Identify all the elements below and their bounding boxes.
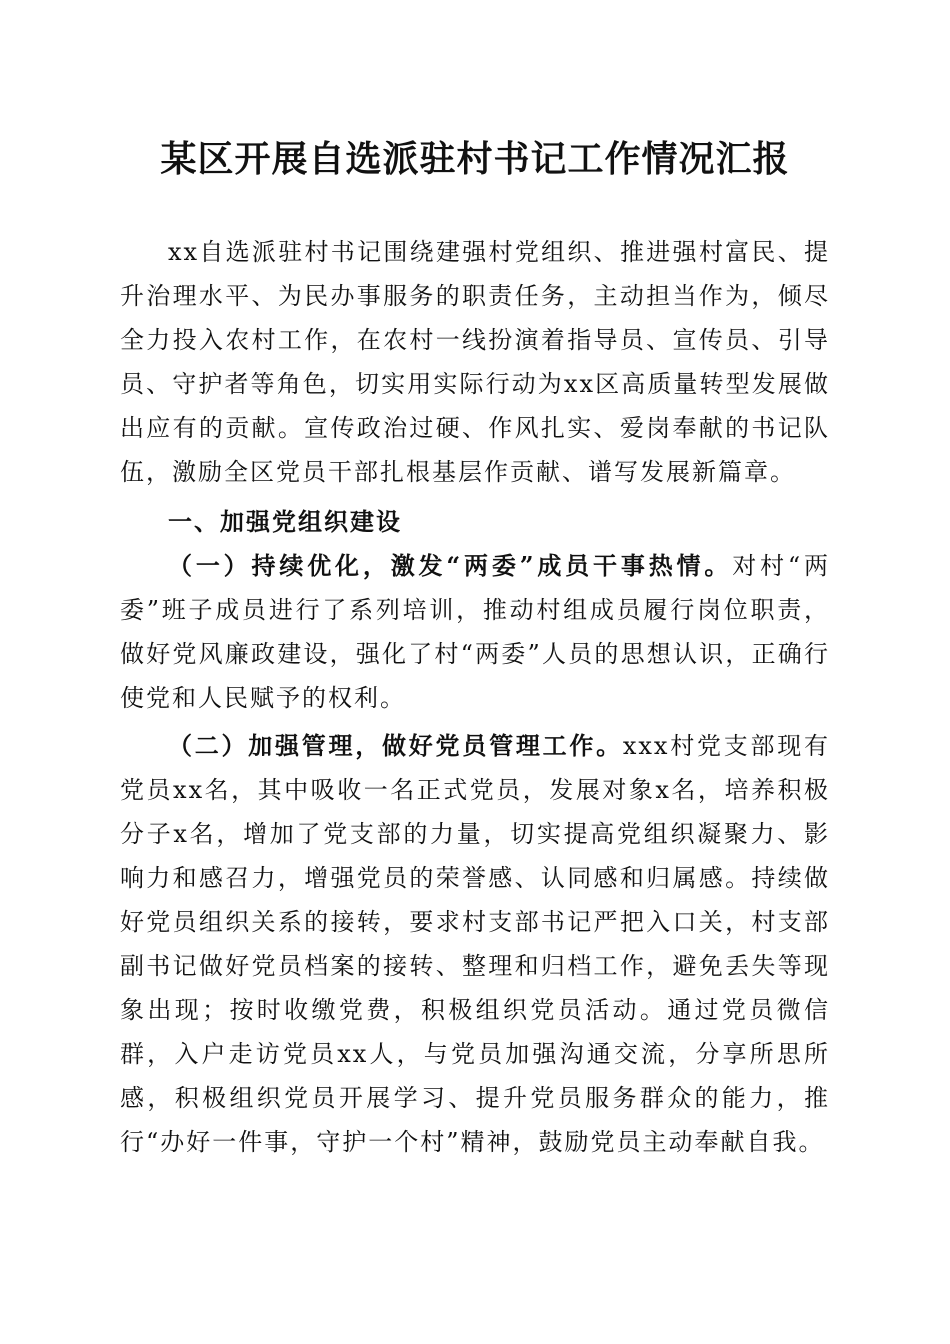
subsection-text-1: 对村“两委”班子成员进行了系列培训，推动村组成员履行岗位职责，做好党风廉政建设，强化了村“两委”人员的思想认识，正确行使党和人民赋予的权利。 — [120, 552, 831, 712]
subsection-lead-1: （一）持续优化，激发“两委”成员干事热情。 — [168, 551, 733, 580]
subsection-text-2: xxx村党支部现有党员xx名，其中吸收一名正式党员，发展对象x名，培养积极分子x名，增加了党支部的力量，切实提高党组织凝聚力、影响力和感召力，增强党员的荣誉感、认同感和归属感。持续做好党员组织关系的接转，要求村支部书记严把入口关，村支部副书记做好党员档案的接转、整理和归档工作，避免丢失等现象出现；按时收缴党费，积极组织党员活动。通过党员微信群，入户走访党员xx人，与党员加强沟通交流，分享所思所感，积极组织党员开展学习、提升党员服务群众的能力，推行“办好一件事，守护一个村”精神，鼓励党员主动奉献自我。 — [120, 732, 831, 1156]
subsection-paragraph-2 — [120, 724, 830, 1164]
intro-paragraph: xx自选派驻村书记围绕建强村党组织、推进强村富民、提升治理水平、为民办事服务的职责任务，主动担当作为，倾尽全力投入农村工作，在农村一线扮演着指导员、宣传员、引导员、守护者等角色，切实用实际行动为xx区高质量转型发展做出应有的贡献。宣传政治过硬、作风扎实、爱岗奉献的书记队伍，激励全区党员干部扎根基层作贡献、谱写发展新篇章。 — [120, 238, 830, 486]
subsection-paragraph-1 — [120, 544, 830, 720]
document-title: 某区开展自选派驻村书记工作情况汇报 — [160, 138, 790, 180]
subsection-lead-2: （二）加强管理，做好党员管理工作。 — [168, 731, 623, 760]
section-heading-1: 一、加强党组织建设 — [168, 508, 402, 536]
